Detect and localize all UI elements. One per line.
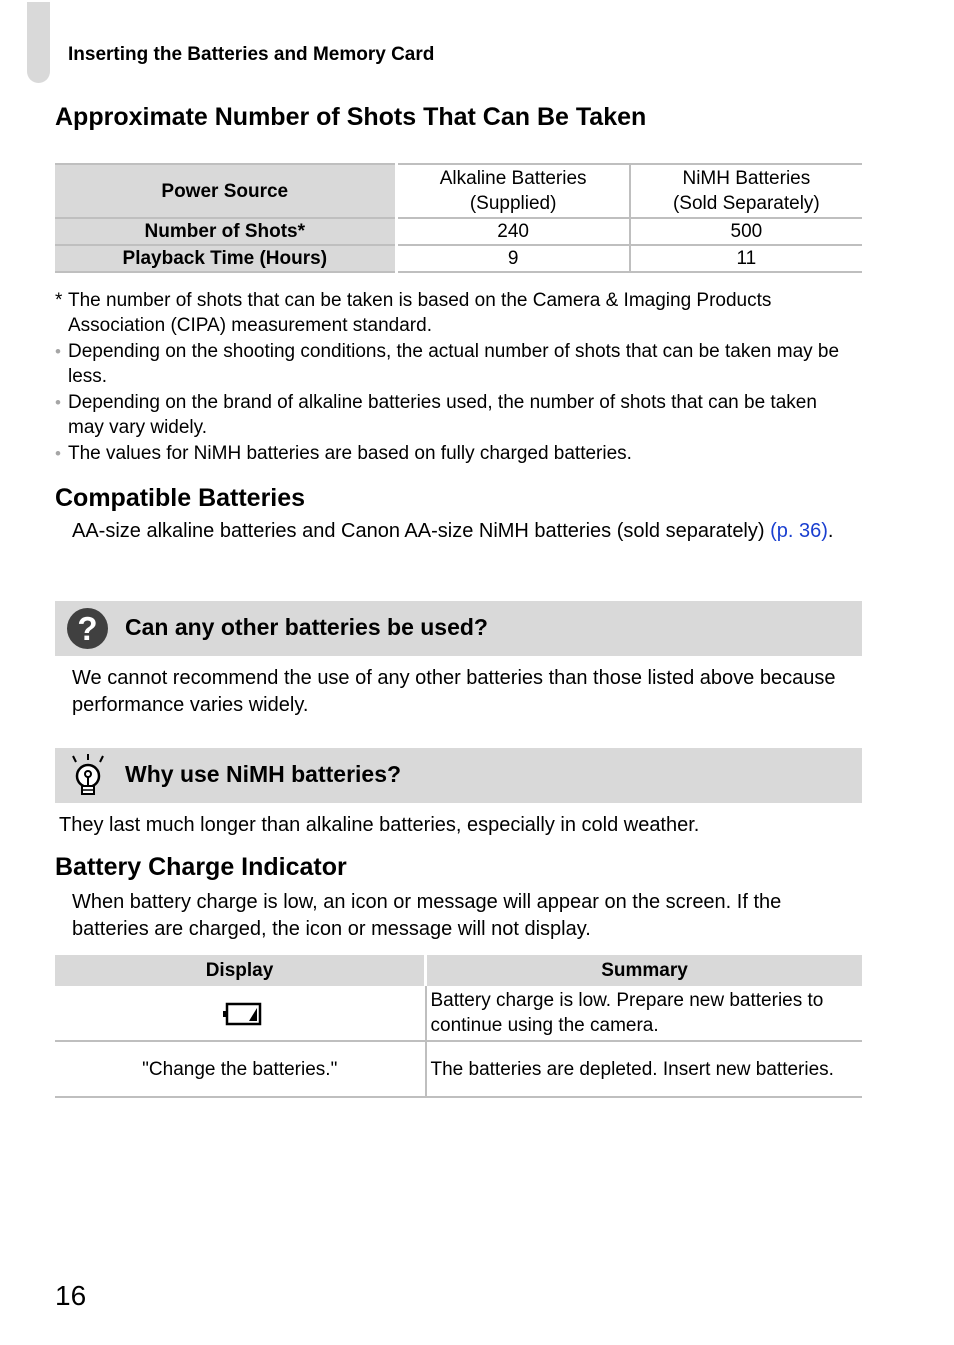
nimh-label-line1: NiMH Batteries bbox=[682, 168, 811, 189]
cell-display bbox=[55, 986, 426, 1041]
column-header-display: Display bbox=[55, 955, 426, 986]
faq-title: Why use NiMH batteries? bbox=[125, 761, 402, 787]
table-row bbox=[55, 1041, 862, 1097]
alkaline-label-line1: Alkaline Batteries bbox=[439, 168, 587, 189]
cell-playback-nimh: 11 bbox=[736, 248, 757, 269]
nimh-label-line2: (Sold Separately) bbox=[672, 193, 820, 214]
table-row bbox=[55, 986, 862, 1041]
heading-compatible-batteries: Compatible Batteries bbox=[55, 484, 306, 512]
faq-answer-text: We cannot recommend the use of any other batteries than those listed above because performance varies widely. bbox=[72, 667, 836, 716]
note-text: The values for NiMH batteries are based on fully charged batteries. bbox=[68, 443, 632, 464]
table-header-row bbox=[55, 955, 862, 986]
row-header-power-source: Power Source bbox=[55, 164, 396, 218]
bullet-icon: • bbox=[55, 342, 61, 361]
column-header-alkaline bbox=[396, 164, 630, 218]
cell-summary: The batteries are depleted. Insert new batteries. bbox=[426, 1041, 863, 1097]
cell-shots-nimh: 500 bbox=[730, 221, 763, 242]
table-row bbox=[55, 164, 862, 218]
faq-title: Can any other batteries be used? bbox=[125, 614, 488, 640]
cell-summary: Battery charge is low. Prepare new batteries to continue using the camera. bbox=[426, 986, 863, 1041]
battery-display-table bbox=[55, 955, 862, 1098]
cell-playback-alkaline: 9 bbox=[396, 245, 630, 272]
list-item bbox=[55, 390, 855, 440]
asterisk-mark: * bbox=[55, 290, 63, 311]
column-header-nimh bbox=[630, 164, 862, 218]
faq-bar-nimh bbox=[55, 748, 862, 803]
page-number: 16 bbox=[55, 1280, 87, 1311]
running-header: Inserting the Batteries and Memory Card bbox=[68, 44, 435, 65]
page-reference-link[interactable]: (p. 36) bbox=[770, 520, 828, 542]
notes-list bbox=[55, 288, 855, 467]
section-tab-marker bbox=[27, 2, 50, 83]
column-header-summary: Summary bbox=[426, 955, 863, 986]
compatible-text: AA-size alkaline batteries and Canon AA-size NiMH batteries (sold separately) bbox=[72, 520, 765, 542]
bullet-icon: • bbox=[55, 444, 61, 463]
cell-shots-alkaline: 240 bbox=[396, 218, 630, 245]
faq-answer-text: They last much longer than alkaline batteries, especially in cold weather. bbox=[59, 814, 700, 836]
low-battery-icon bbox=[222, 1002, 258, 1024]
row-header-playback-time: Playback Time (Hours) bbox=[55, 245, 396, 272]
footnote bbox=[55, 288, 855, 338]
alkaline-label-line2: (Supplied) bbox=[469, 193, 557, 214]
compatible-batteries-text bbox=[72, 518, 862, 545]
heading-battery-charge-indicator: Battery Charge Indicator bbox=[55, 853, 347, 881]
row-header-number-of-shots: Number of Shots* bbox=[55, 218, 396, 245]
table-row bbox=[55, 218, 862, 245]
table-row bbox=[55, 245, 862, 272]
bullet-icon: • bbox=[55, 393, 61, 412]
battery-indicator-text: When battery charge is low, an icon or message will appear on the screen. If the batteries are charged, the icon or message will not display. bbox=[72, 891, 782, 940]
list-item bbox=[55, 339, 855, 389]
note-text: Depending on the shooting conditions, the actual number of shots that can be taken may be less. bbox=[68, 341, 840, 387]
note-text: Depending on the brand of alkaline batteries used, the number of shots that can be taken may vary widely. bbox=[68, 392, 817, 438]
faq-bar-other-batteries bbox=[55, 601, 862, 656]
cell-display: "Change the batteries." bbox=[55, 1041, 426, 1097]
question-icon: ? bbox=[67, 608, 108, 649]
heading-approximate-shots: Approximate Number of Shots That Can Be Taken bbox=[55, 103, 647, 131]
lightbulb-icon bbox=[70, 754, 106, 798]
shots-table bbox=[55, 163, 862, 273]
list-item bbox=[55, 441, 855, 466]
sentence-end: . bbox=[827, 520, 834, 542]
footnote-text: The number of shots that can be taken is based on the Camera & Imaging Products Association (CIPA) measurement standard. bbox=[68, 290, 772, 336]
